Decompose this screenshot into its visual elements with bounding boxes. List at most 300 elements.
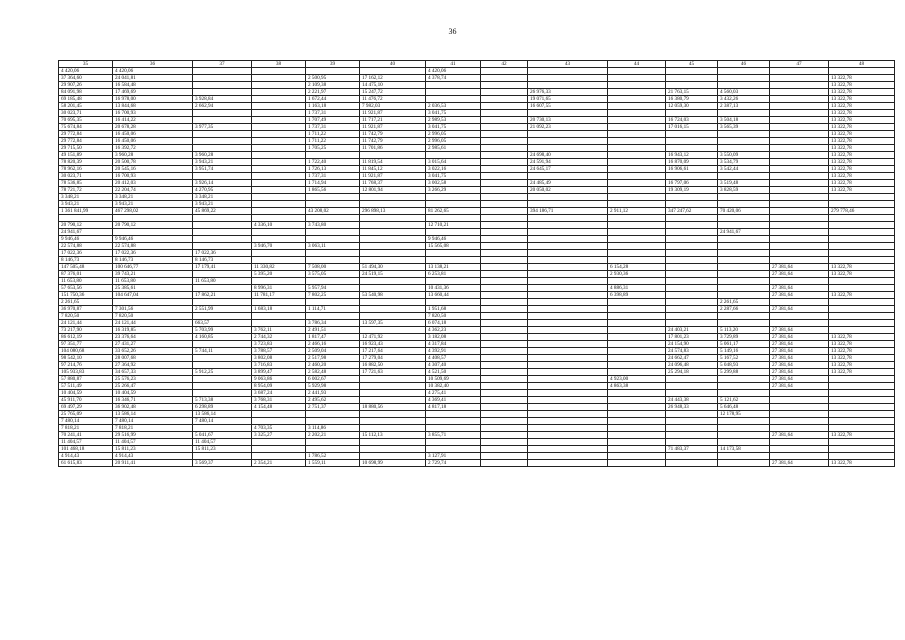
table-cell <box>718 292 770 299</box>
table-row <box>59 124 895 131</box>
table-cell: 70 420,06 <box>718 208 770 215</box>
table-cell <box>666 257 718 264</box>
table-cell <box>193 68 252 75</box>
table-cell <box>193 299 252 306</box>
table-cell: 53 540,98 <box>360 292 426 299</box>
table-cell: 2 036,53 <box>426 103 481 110</box>
table-cell: 3 802,08 <box>252 355 306 362</box>
table-cell: 78 536,85 <box>59 180 113 187</box>
table-cell: 12 471,92 <box>360 334 426 341</box>
table-cell <box>252 145 306 152</box>
table-cell <box>829 376 895 383</box>
table-cell: 16 882,50 <box>360 362 426 369</box>
table-cell <box>481 446 528 453</box>
table-cell: 104 080,68 <box>59 348 113 355</box>
table-cell <box>193 215 252 222</box>
table-cell: 13 322,78 <box>829 292 895 299</box>
table-cell: 2 729,74 <box>426 460 481 467</box>
table-cell <box>252 278 306 285</box>
table-cell: 15 811,23 <box>113 446 193 453</box>
table-row <box>59 355 895 362</box>
table-cell: 1 707,49 <box>306 117 360 124</box>
table-cell: 2 466,16 <box>306 341 360 348</box>
table-cell: 1 951,68 <box>426 306 481 313</box>
table-cell: 2 495,62 <box>306 397 360 404</box>
table-cell <box>481 75 528 82</box>
table-cell: 12 801,94 <box>360 187 426 194</box>
table-cell: 13 322,78 <box>829 369 895 376</box>
table-cell <box>666 131 718 138</box>
table-cell <box>481 117 528 124</box>
table-cell: 70 241,41 <box>59 432 113 439</box>
table-cell: 3 946,70 <box>252 243 306 250</box>
table-cell <box>481 96 528 103</box>
table-cell <box>528 425 608 432</box>
table-header-row <box>59 61 895 68</box>
table-cell: 24 485,49 <box>528 180 608 187</box>
table-cell <box>666 439 718 446</box>
table-cell <box>481 124 528 131</box>
table-cell: 3 063,11 <box>306 243 360 250</box>
table-cell <box>608 194 666 201</box>
table-cell: 5 113,20 <box>718 327 770 334</box>
table-cell <box>528 82 608 89</box>
table-cell: 61 615,83 <box>59 460 113 467</box>
table-cell: 7 820,50 <box>59 313 113 320</box>
table-cell <box>829 215 895 222</box>
table-cell: 7 301,56 <box>113 306 193 313</box>
table-cell <box>193 362 252 369</box>
table-cell <box>528 264 608 271</box>
table-cell <box>426 299 481 306</box>
table-cell: 296 898,13 <box>360 208 426 215</box>
table-row <box>59 180 895 187</box>
table-cell <box>481 110 528 117</box>
table-cell <box>829 320 895 327</box>
table-cell <box>718 110 770 117</box>
table-cell: 3 550,09 <box>718 152 770 159</box>
table-cell: 78 820,39 <box>59 159 113 166</box>
table-cell <box>528 397 608 404</box>
column-header: 43 <box>528 61 608 68</box>
table-cell <box>481 145 528 152</box>
table-cell <box>718 313 770 320</box>
table-cell <box>360 152 426 159</box>
table-cell <box>481 299 528 306</box>
table-cell <box>252 194 306 201</box>
table-cell: 1 737,31 <box>306 173 360 180</box>
table-row <box>59 110 895 117</box>
table-cell: 5 929,98 <box>306 383 360 390</box>
table-cell: 3 768,31 <box>252 397 306 404</box>
table-cell: 5 703,99 <box>193 327 252 334</box>
table-cell: 26 948,33 <box>666 404 718 411</box>
table-cell: 1 114,71 <box>306 306 360 313</box>
table-cell <box>666 110 718 117</box>
table-cell: 13 322,78 <box>829 103 895 110</box>
table-cell <box>528 390 608 397</box>
table-cell: 2 744,32 <box>252 334 306 341</box>
table-cell: 2 662,94 <box>193 103 252 110</box>
table-cell <box>528 292 608 299</box>
table-cell: 4 914,43 <box>59 453 113 460</box>
table-cell: 6 253,81 <box>426 271 481 278</box>
table-cell: 663,57 <box>193 320 252 327</box>
table-cell: 16 923,43 <box>360 341 426 348</box>
table-cell <box>426 152 481 159</box>
table-cell: 17 022,36 <box>113 250 193 257</box>
table-cell <box>481 194 528 201</box>
table-cell <box>770 313 829 320</box>
table-cell <box>481 425 528 432</box>
table-cell: 7 818,21 <box>113 425 193 432</box>
table-row <box>59 460 895 467</box>
table-cell: 16 978,00 <box>113 96 193 103</box>
table-cell <box>666 306 718 313</box>
table-cell: 3 348,21 <box>193 194 252 201</box>
table-cell: 2 582,48 <box>306 369 360 376</box>
table-cell: 8 996,31 <box>252 285 306 292</box>
table-cell: 10 404,59 <box>113 390 193 397</box>
table-cell: 13 322,78 <box>829 117 895 124</box>
table-cell: 17 469,69 <box>113 89 193 96</box>
table-cell: 4 914,43 <box>113 453 193 460</box>
table-row <box>59 369 895 376</box>
table-cell <box>718 376 770 383</box>
table-cell <box>306 313 360 320</box>
table-cell <box>426 418 481 425</box>
table-cell: 13 322,78 <box>829 75 895 82</box>
table-cell <box>608 89 666 96</box>
table-cell: 29 772,84 <box>59 138 113 145</box>
table-cell <box>608 166 666 173</box>
table-row <box>59 152 895 159</box>
table-cell: 7 802,25 <box>306 292 360 299</box>
table-cell <box>770 166 829 173</box>
table-cell <box>718 320 770 327</box>
table-cell <box>426 89 481 96</box>
table-cell <box>528 453 608 460</box>
column-header: 47 <box>770 61 829 68</box>
table-cell <box>481 243 528 250</box>
table-cell: 12 059,30 <box>666 103 718 110</box>
table-cell: 1 817,47 <box>306 334 360 341</box>
table-cell: 2 109,38 <box>306 82 360 89</box>
table-cell <box>528 222 608 229</box>
table-cell: 13 322,78 <box>829 341 895 348</box>
table-cell <box>426 278 481 285</box>
table-cell <box>481 103 528 110</box>
table-cell <box>608 348 666 355</box>
table-cell: 105 933,83 <box>59 369 113 376</box>
table-cell <box>481 376 528 383</box>
table-cell: 2 441,93 <box>306 390 360 397</box>
table-cell <box>770 110 829 117</box>
table-cell <box>306 257 360 264</box>
table-cell <box>193 383 252 390</box>
table-cell <box>360 376 426 383</box>
table-cell: 13 322,78 <box>829 460 895 467</box>
table-cell: 1 705,25 <box>306 145 360 152</box>
table-cell <box>360 383 426 390</box>
table-cell <box>608 425 666 432</box>
table-cell: 1 711,22 <box>306 131 360 138</box>
table-cell: 27 381,64 <box>770 432 829 439</box>
table-cell: 11 742,79 <box>360 131 426 138</box>
table-cell: 24 645,17 <box>528 166 608 173</box>
table-cell: 1 672,44 <box>306 96 360 103</box>
table-row <box>59 278 895 285</box>
table-cell: 97 214,76 <box>59 362 113 369</box>
table-cell: 2 460,20 <box>306 362 360 369</box>
table-row <box>59 173 895 180</box>
table-cell: 13 322,78 <box>829 334 895 341</box>
table-cell <box>528 327 608 334</box>
table-row <box>59 201 895 208</box>
table-cell <box>770 145 829 152</box>
table-cell <box>252 89 306 96</box>
table-cell: 28 007,68 <box>113 355 193 362</box>
table-cell: 11 653,80 <box>193 278 252 285</box>
table-cell: 22 204,74 <box>113 187 193 194</box>
table-cell <box>718 82 770 89</box>
table-cell <box>770 411 829 418</box>
table-cell: 27 381,64 <box>770 460 829 467</box>
table-cell: 13 322,78 <box>829 187 895 194</box>
table-cell <box>252 159 306 166</box>
table-cell <box>608 117 666 124</box>
table-cell <box>481 271 528 278</box>
table-cell: 27 364,92 <box>113 362 193 369</box>
table-cell: 16 319,85 <box>113 327 193 334</box>
table-cell: 13 322,78 <box>829 173 895 180</box>
table-cell: 2 287,66 <box>718 306 770 313</box>
table-cell <box>360 397 426 404</box>
table-cell: 1 786,52 <box>306 453 360 460</box>
table-cell <box>113 229 193 236</box>
table-cell <box>360 425 426 432</box>
table-cell <box>608 257 666 264</box>
table-cell <box>666 292 718 299</box>
table-cell <box>829 243 895 250</box>
table-cell: 3 519,48 <box>718 180 770 187</box>
table-cell <box>770 208 829 215</box>
table-cell <box>528 439 608 446</box>
table-cell <box>481 369 528 376</box>
table-cell <box>481 82 528 89</box>
table-cell <box>528 236 608 243</box>
table-cell: 2 996,05 <box>426 138 481 145</box>
table-cell: 24 591,94 <box>528 159 608 166</box>
table-cell <box>528 131 608 138</box>
column-header: 36 <box>113 61 193 68</box>
table-cell: 24 443,38 <box>666 397 718 404</box>
table-cell <box>252 187 306 194</box>
table-cell: 26 976,33 <box>528 89 608 96</box>
table-cell <box>252 138 306 145</box>
table-cell <box>481 159 528 166</box>
table-cell: 10 698,99 <box>360 460 426 467</box>
table-cell <box>770 68 829 75</box>
table-cell: 11 330,82 <box>252 264 306 271</box>
table-cell: 5 048,93 <box>718 362 770 369</box>
table-cell: 15 247,72 <box>360 89 426 96</box>
table-cell: 3 348,21 <box>113 194 193 201</box>
table-cell <box>426 257 481 264</box>
table-cell: 27 381,64 <box>770 306 829 313</box>
table-cell: 17 862,21 <box>193 292 252 299</box>
table-cell: 24 662,47 <box>666 355 718 362</box>
table-cell: 16 943,12 <box>666 152 718 159</box>
table-row <box>59 250 895 257</box>
table-cell: 5 121,62 <box>718 397 770 404</box>
table-cell: 11 404,57 <box>193 439 252 446</box>
table-cell <box>608 145 666 152</box>
table-cell <box>770 439 829 446</box>
table-cell <box>528 215 608 222</box>
table-cell: 24 519,15 <box>360 271 426 278</box>
table-cell: 10 509,69 <box>426 376 481 383</box>
table-cell: 1 726,13 <box>306 166 360 173</box>
table-cell: 20 050,02 <box>528 187 608 194</box>
table-cell <box>360 68 426 75</box>
table-cell: 4 307,40 <box>426 362 481 369</box>
table-row <box>59 348 895 355</box>
table-cell <box>666 243 718 250</box>
table-cell: 3 002,58 <box>426 180 481 187</box>
table-cell <box>481 257 528 264</box>
table-cell: 20 412,03 <box>113 180 193 187</box>
table-cell: 37 364,60 <box>59 75 113 82</box>
table-cell <box>608 138 666 145</box>
table-cell <box>829 299 895 306</box>
table-cell: 8 146,73 <box>59 257 113 264</box>
table-cell: 13 322,78 <box>829 110 895 117</box>
table-cell: 13 322,78 <box>829 355 895 362</box>
table-cell: 13 322,78 <box>829 166 895 173</box>
table-cell: 43 208,02 <box>306 208 360 215</box>
table-cell <box>360 390 426 397</box>
table-cell <box>481 292 528 299</box>
table-cell: 13 322,78 <box>829 271 895 278</box>
column-header: 46 <box>718 61 770 68</box>
table-cell: 13 138,21 <box>426 264 481 271</box>
table-row <box>59 271 895 278</box>
table-cell <box>252 131 306 138</box>
table-cell: 2 354,21 <box>252 460 306 467</box>
table-cell: 3 182,08 <box>426 334 481 341</box>
table-cell: 2 751,37 <box>306 404 360 411</box>
table-cell: 3 569,37 <box>193 460 252 467</box>
table-cell <box>718 201 770 208</box>
table-cell <box>829 439 895 446</box>
table-cell <box>608 397 666 404</box>
table-cell <box>481 222 528 229</box>
table-cell <box>608 278 666 285</box>
table-cell <box>666 138 718 145</box>
table-cell <box>718 215 770 222</box>
table-cell: 14 475,10 <box>360 82 426 89</box>
table-cell <box>666 285 718 292</box>
table-cell: 19 071,65 <box>528 96 608 103</box>
table-cell <box>770 229 829 236</box>
table-cell <box>829 250 895 257</box>
table-cell: 147 505,48 <box>59 264 113 271</box>
table-cell <box>360 194 426 201</box>
table-cell <box>481 334 528 341</box>
table-cell <box>608 418 666 425</box>
table-cell: 4 420,06 <box>426 68 481 75</box>
table-cell: 17 179,41 <box>193 264 252 271</box>
table-row <box>59 362 895 369</box>
table-cell <box>306 418 360 425</box>
table-cell <box>528 250 608 257</box>
table-cell <box>193 229 252 236</box>
table-cell <box>252 215 306 222</box>
table-cell: 25 576,23 <box>113 376 193 383</box>
table-cell <box>360 411 426 418</box>
table-cell <box>718 243 770 250</box>
table-cell <box>608 299 666 306</box>
table-cell <box>528 411 608 418</box>
table-cell <box>252 208 306 215</box>
table-cell <box>360 306 426 313</box>
table-cell <box>113 299 193 306</box>
table-cell <box>193 222 252 229</box>
table-cell: 6 002,67 <box>306 376 360 383</box>
table-cell: 27 431,27 <box>113 341 193 348</box>
table-cell <box>608 96 666 103</box>
table-cell: 11 742,79 <box>360 138 426 145</box>
table-cell <box>528 68 608 75</box>
table-cell: 3 926,14 <box>193 180 252 187</box>
table-cell: 24 403,21 <box>666 327 718 334</box>
table-cell <box>481 355 528 362</box>
table-cell: 3 951,74 <box>193 166 252 173</box>
column-header: 42 <box>481 61 528 68</box>
table-cell <box>770 236 829 243</box>
column-header: 40 <box>360 61 426 68</box>
table-cell <box>718 145 770 152</box>
table-cell <box>608 229 666 236</box>
table-cell <box>770 215 829 222</box>
table-cell <box>829 397 895 404</box>
table-cell: 17 721,63 <box>360 369 426 376</box>
table-cell <box>193 82 252 89</box>
table-cell <box>608 446 666 453</box>
table-cell <box>252 411 306 418</box>
table-cell: 3 828,59 <box>718 187 770 194</box>
table-cell <box>481 166 528 173</box>
table-cell: 2 551,99 <box>193 306 252 313</box>
table-cell: 6 398,89 <box>608 292 666 299</box>
table-row <box>59 229 895 236</box>
table-cell: 6 154,28 <box>608 264 666 271</box>
table-cell <box>666 222 718 229</box>
table-cell <box>718 75 770 82</box>
table-cell <box>718 257 770 264</box>
table-cell <box>666 271 718 278</box>
table-cell <box>481 439 528 446</box>
table-cell <box>718 131 770 138</box>
table-cell <box>528 355 608 362</box>
table-cell <box>770 131 829 138</box>
table-cell: 7 820,50 <box>426 313 481 320</box>
table-cell: 27 381,64 <box>770 334 829 341</box>
table-cell <box>608 68 666 75</box>
table-cell: 5 957,94 <box>306 285 360 292</box>
table-cell: 5 149,16 <box>718 348 770 355</box>
